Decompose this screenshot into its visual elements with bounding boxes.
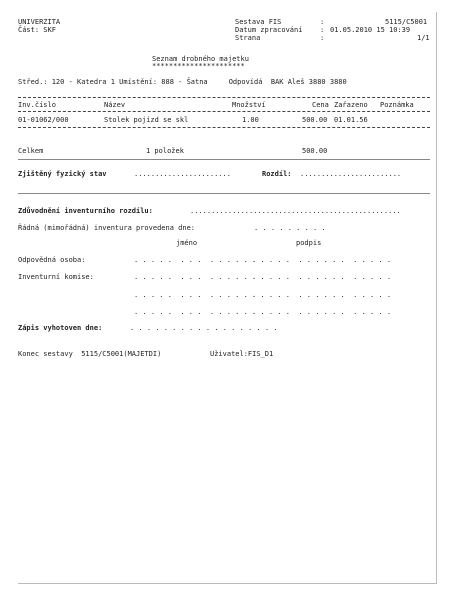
report-title: Seznam drobného majetku bbox=[152, 55, 249, 63]
page-label: Strana bbox=[235, 34, 261, 42]
commission-label: Inventurní komise: bbox=[18, 273, 94, 281]
totals-label: Celkem bbox=[18, 147, 44, 155]
regular-inventory-label: Řádná (mimořádná) inventura provedena dne: bbox=[18, 224, 196, 232]
responsible-sign-dots: . . . . . . . . . . . . . . . . bbox=[252, 256, 392, 264]
table-bottom-rule bbox=[18, 127, 430, 128]
cell-date: 01.01.56 bbox=[334, 116, 368, 124]
found-rule bbox=[18, 193, 430, 194]
cell-qty: 1.00 bbox=[242, 116, 259, 124]
location-line: Střed.: 120 - Katedra 1 Umístění: 888 - Šatna Odpovídá BAK Aleš 3880 3880 bbox=[18, 78, 347, 86]
report-page bbox=[18, 12, 437, 584]
col-name: Název bbox=[104, 101, 126, 109]
col-date: Zařazeno bbox=[334, 101, 368, 109]
page-colon: : bbox=[320, 34, 325, 42]
reason-label: Zdůvodnění inventurního rozdílu: bbox=[18, 207, 153, 215]
regular-inventory-dots: . . . . . . . . . bbox=[254, 224, 326, 232]
written-date-label: Zápis vyhotoven dne: bbox=[18, 324, 103, 332]
responsible-name-dots: . . . . . . . . . . . . . . bbox=[134, 256, 257, 264]
commission-sign-dots-3: . . . . . . . . . . . . . . . . bbox=[252, 308, 392, 316]
date-value: 01.05.2010 15 10:39 bbox=[330, 26, 411, 34]
col-qty: Množství bbox=[232, 101, 266, 109]
commission-sign-dots-2: . . . . . . . . . . . . . . . . bbox=[252, 291, 392, 299]
cell-price: 500.00 bbox=[302, 116, 328, 124]
totals-rule bbox=[18, 159, 430, 160]
col-price: Cena bbox=[312, 101, 329, 109]
table-header-rule bbox=[18, 111, 430, 112]
footer-user: Uživatel:FIS_D1 bbox=[210, 350, 274, 358]
footer-report-end: Konec sestavy 5115/C5001(MAJETDI) bbox=[18, 350, 162, 358]
reason-dots: .................................................. bbox=[190, 207, 401, 215]
difference-label: Rozdíl: bbox=[262, 170, 292, 178]
commission-name-dots-2: . . . . . . . . . . . . . . bbox=[134, 291, 257, 299]
col-signature-name: jméno bbox=[176, 239, 198, 247]
cell-name: Stolek pojízd se skl bbox=[104, 116, 189, 124]
found-state-dots: ....................... bbox=[134, 170, 231, 178]
totals-sum: 500.00 bbox=[302, 147, 328, 155]
header-left-line2: Část: SKF bbox=[18, 26, 56, 34]
commission-name-dots-1: . . . . . . . . . . . . . . bbox=[134, 273, 257, 281]
report-value: 5115/C5001 bbox=[385, 18, 428, 26]
date-label: Datum zpracování bbox=[235, 26, 303, 34]
written-date-dots: . . . . . . . . . . . . . . . . . . bbox=[130, 324, 278, 332]
commission-name-dots-3: . . . . . . . . . . . . . . bbox=[134, 308, 257, 316]
report-title-underline: ********************** bbox=[152, 62, 245, 70]
commission-sign-dots-1: . . . . . . . . . . . . . . . . bbox=[252, 273, 392, 281]
page-value: 1/1 bbox=[417, 34, 430, 42]
difference-dots: ........................ bbox=[300, 170, 402, 178]
totals-count: 1 položek bbox=[146, 147, 184, 155]
table-top-rule bbox=[18, 97, 430, 98]
date-colon: : bbox=[320, 26, 325, 34]
found-state-label: Zjištěný fyzický stav bbox=[18, 170, 107, 178]
col-inv: Inv.číslo bbox=[18, 101, 56, 109]
col-signature-sign: podpis bbox=[296, 239, 322, 247]
responsible-person-label: Odpovědná osoba: bbox=[18, 256, 86, 264]
col-note: Poznámka bbox=[380, 101, 414, 109]
cell-inv: 01-01062/000 bbox=[18, 116, 69, 124]
header-left-line1: UNIVERZITA bbox=[18, 18, 61, 26]
report-colon: : bbox=[320, 18, 325, 26]
report-label: Sestava FIS bbox=[235, 18, 282, 26]
